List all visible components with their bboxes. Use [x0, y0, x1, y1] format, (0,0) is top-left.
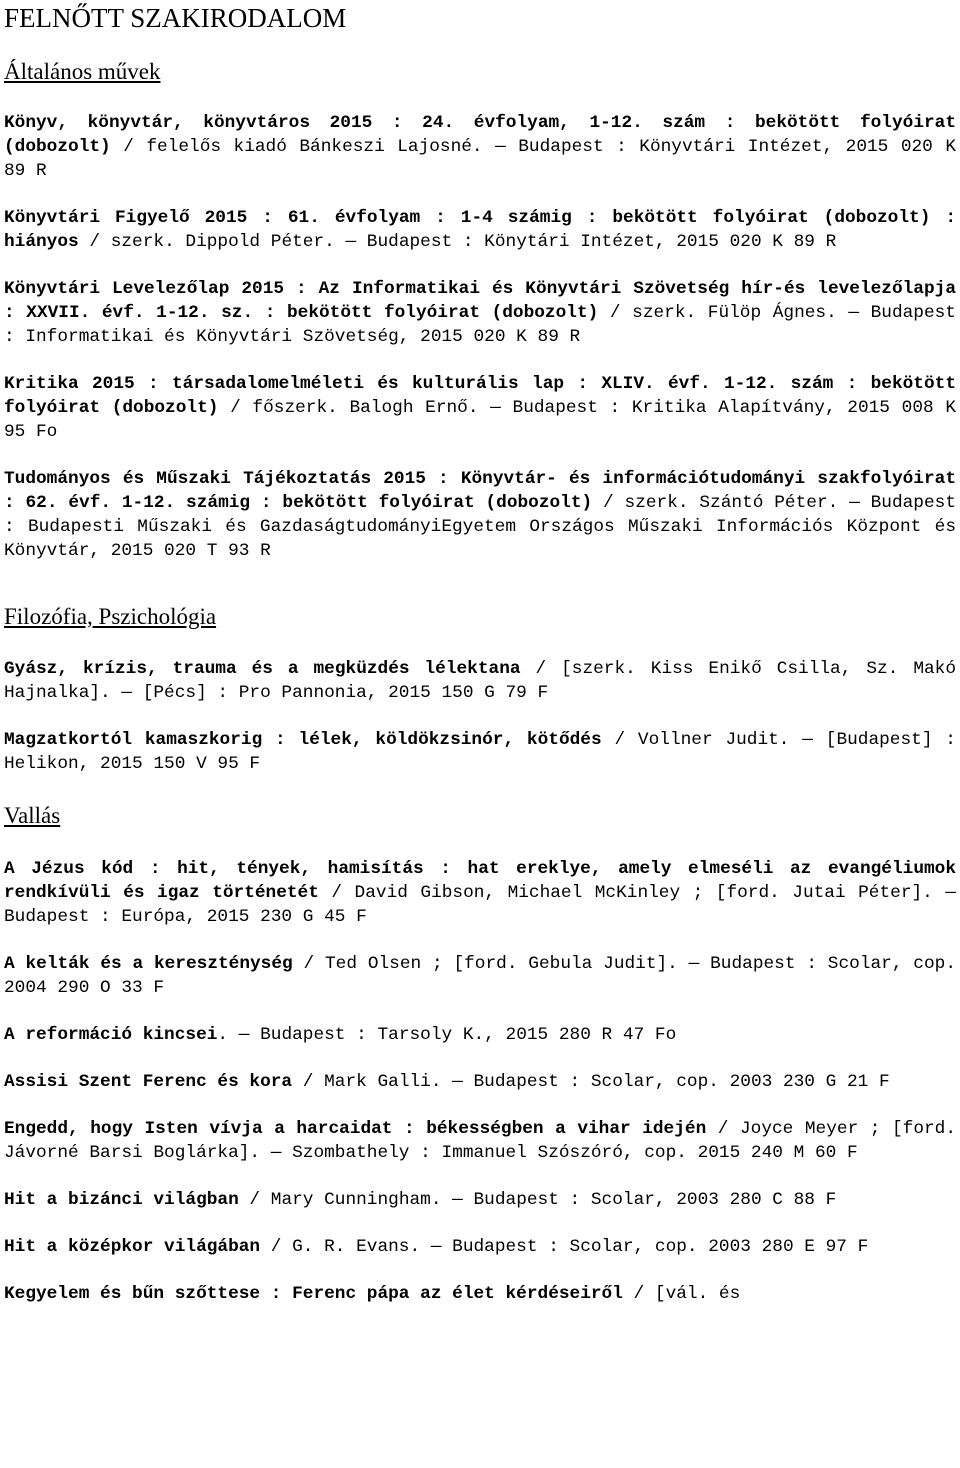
entry-details: / szerk. Dippold Péter. ― Budapest : Könytári Intézet, 2015 020 K 89 R	[78, 232, 837, 252]
catalog-entry	[4, 1188, 956, 1212]
catalog-entry	[4, 111, 956, 183]
catalog-entry	[4, 1023, 956, 1047]
catalog-entry	[4, 1282, 956, 1306]
entry-details: / Ted Olsen ; [ford. Gebula Judit]. ― Budapest : Scolar, cop. 2004 290 O 33 F	[4, 954, 956, 998]
entry-details: / Vollner Judit. ― [Budapest] : Helikon, 2015 150 V 95 F	[4, 730, 956, 774]
entry-title: Kritika 2015 : társadalomelméleti és kulturális lap : XLIV. évf. 1-12. szám : bekötött folyóirat (dobozolt)	[4, 374, 956, 418]
catalog-entry	[4, 1117, 956, 1165]
entry-details: / szerk. Szántó Péter. ― Budapest : Budapesti Műszaki és GazdaságtudományiEgyetem Országos Műszaki Információs Központ és Könyvtár, 2015 020 T 93 R	[4, 493, 956, 561]
catalog-entry	[4, 467, 956, 563]
entry-title: Magzatkortól kamaszkorig : lélek, köldökzsinór, kötődés	[4, 730, 602, 750]
catalog-entry	[4, 206, 956, 254]
entry-details: / Mary Cunningham. ― Budapest : Scolar, 2003 280 C 88 F	[238, 1190, 837, 1210]
entry-title: A reformáció kincsei	[4, 1025, 218, 1045]
entry-details: . ― Budapest : Tarsoly K., 2015 280 R 47 Fo	[217, 1025, 677, 1045]
entry-title: Engedd, hogy Isten vívja a harcaidat : békességben a vihar idején	[4, 1119, 707, 1139]
section-general-works	[4, 57, 956, 563]
section-philosophy-psychology	[4, 602, 956, 776]
entry-details: / Joyce Meyer ; [ford. Jávorné Barsi Boglárka]. ― Szombathely : Immanuel Szószóró, cop. 2015 240 M 60 F	[4, 1119, 956, 1163]
entry-title: A kelták és a kereszténység	[4, 954, 293, 974]
entry-title: Könyvtári Levelezőlap 2015 : Az Informatikai és Könyvtári Szövetség hír-és levelezőlapja : XXVII. évf. 1-12. sz. : bekötött folyóirat (dobozolt)	[4, 279, 956, 323]
entry-title: A Jézus kód : hit, tények, hamisítás : hat ereklye, amely elmeséli az evangéliumok rendkívüli és igaz történetét	[4, 859, 956, 903]
catalog-entry	[4, 1235, 956, 1259]
entry-details: / felelős kiadó Bánkeszi Lajosné. ― Budapest : Könyvtári Intézet, 2015 020 K 89 R	[4, 137, 956, 181]
section-religion	[4, 801, 956, 1306]
entry-details: / David Gibson, Michael McKinley ; [ford. Jutai Péter]. ― Budapest : Európa, 2015 230 G 45 F	[4, 883, 956, 927]
catalog-entry	[4, 857, 956, 929]
document-page	[4, 0, 956, 1306]
entry-title: Könyv, könyvtár, könyvtáros 2015 : 24. évfolyam, 1-12. szám : bekötött folyóirat (dobozolt)	[4, 113, 956, 157]
catalog-entry	[4, 372, 956, 444]
entry-title: Tudományos és Műszaki Tájékoztatás 2015 : Könyvtár- és információtudományi szakfolyóirat : 62. évf. 1-12. számig : bekötött folyóirat (dobozolt)	[4, 469, 956, 513]
entry-details: / szerk. Fülöp Ágnes. ― Budapest : Informatikai és Könyvtári Szövetség, 2015 020 K 89 R	[4, 303, 956, 347]
section-heading: Vallás	[4, 803, 61, 828]
entry-details: / főszerk. Balogh Ernő. ― Budapest : Kritika Alapítvány, 2015 008 K 95 Fo	[4, 398, 957, 442]
entry-title: Assisi Szent Ferenc és kora	[4, 1072, 293, 1092]
entry-title: Hit a bizánci világban	[4, 1190, 239, 1210]
document-title: FELNŐTT SZAKIRODALOM	[4, 3, 347, 33]
entry-title: Hit a középkor világában	[4, 1237, 261, 1257]
section-heading: Filozófia, Pszichológia	[4, 604, 217, 629]
catalog-entry	[4, 657, 956, 705]
entry-details: / [vál. és	[622, 1284, 741, 1304]
entry-title: Kegyelem és bűn szőttese : Ferenc pápa az élet kérdéseiről	[4, 1284, 623, 1304]
catalog-entry	[4, 277, 956, 349]
entry-details: / G. R. Evans. ― Budapest : Scolar, cop. 2003 280 E 97 F	[260, 1237, 869, 1257]
catalog-entry	[4, 952, 956, 1000]
entry-details: / Mark Galli. ― Budapest : Scolar, cop. 2003 230 G 21 F	[292, 1072, 890, 1092]
section-heading: Általános művek	[4, 59, 161, 84]
catalog-entry	[4, 728, 956, 776]
catalog-entry	[4, 1070, 956, 1094]
entry-title: Könyvtári Figyelő 2015 : 61. évfolyam : 1-4 számig : bekötött folyóirat (dobozolt) : hiányos	[4, 208, 956, 252]
entry-details: / [szerk. Kiss Enikő Csilla, Sz. Makó Hajnalka]. ― [Pécs] : Pro Pannonia, 2015 150 G 79 F	[4, 659, 957, 703]
entry-title: Gyász, krízis, trauma és a megküzdés lélektana	[4, 659, 521, 679]
